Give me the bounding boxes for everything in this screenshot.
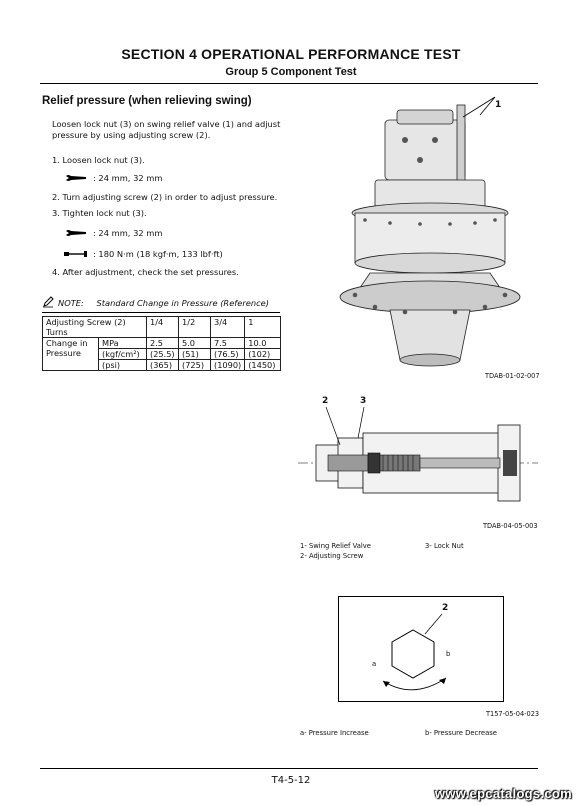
table-cell: 1/2 (179, 317, 211, 338)
step-3: 3. Tighten lock nut (3). (52, 208, 147, 218)
intro-line-2: pressure by using adjusting screw (2). (52, 130, 211, 140)
change-label: Pressure (46, 348, 81, 358)
hex-label-a: a (372, 660, 377, 668)
legend-adjusting-screw: 2- Adjusting Screw (300, 552, 364, 560)
section-title: SECTION 4 OPERATIONAL PERFORMANCE TEST (121, 46, 461, 62)
table-cell: (102) (245, 349, 281, 360)
wrench-icon (64, 173, 88, 183)
callout-2: 2 (322, 396, 329, 406)
table-cell: (25.5) (147, 349, 179, 360)
turns-label: Adjusting Screw (2) (46, 317, 126, 327)
turns-label: Turns (46, 327, 68, 337)
table-cell: 3/4 (211, 317, 245, 338)
table-cell: 10.0 (245, 338, 281, 349)
table-cell: 1 (245, 317, 281, 338)
group-title: Group 5 Component Test (225, 66, 357, 78)
change-label: Change in (46, 338, 88, 348)
motor-figure-caption: TDAB-01-02-007 (485, 372, 540, 380)
step-3-tool-size: : 24 mm, 32 mm (93, 228, 163, 238)
step-2: 2. Turn adjusting screw (2) in order to adjust pressure. (52, 192, 278, 202)
hex-callout-2: 2 (442, 603, 449, 613)
legend-pressure-decrease: b- Pressure Decrease (425, 729, 497, 737)
step-1: 1. Loosen lock nut (3). (52, 155, 145, 165)
table-cell: (365) (147, 360, 179, 371)
hex-label-b: b (446, 650, 451, 658)
table-cell: 1/4 (147, 317, 179, 338)
callout-3: 3 (360, 396, 367, 406)
table-cell: MPa (99, 338, 147, 349)
table-cell: (1450) (245, 360, 281, 371)
legend-pressure-increase: a- Pressure Increase (300, 729, 369, 737)
torque-wrench-icon (64, 249, 88, 259)
wrench-icon (64, 228, 88, 238)
table-cell: 2.5 (147, 338, 179, 349)
valve-figure-caption: TDAB-04-05-003 (483, 522, 538, 530)
table-row (43, 317, 281, 338)
table-cell: (kgf/cm²) (99, 349, 147, 360)
table-cell: (76.5) (211, 349, 245, 360)
table-cell: (51) (179, 349, 211, 360)
table-cell (43, 338, 99, 371)
hex-adjust-diagram (338, 596, 504, 702)
relief-valve-cross-section (298, 405, 538, 515)
page-number: T4-5-12 (271, 775, 311, 786)
legend-lock-nut: 3- Lock Nut (425, 542, 464, 550)
table-cell: (725) (179, 360, 211, 371)
footer-rule (40, 768, 538, 769)
callout-1: 1 (495, 100, 502, 110)
intro-line-1: Loosen lock nut (3) on swing relief valve (1) and adjust (52, 119, 281, 129)
table-cell: (1090) (211, 360, 245, 371)
procedure-title: Relief pressure (when relieving swing) (42, 95, 252, 107)
table-cell (43, 317, 147, 338)
table-cell: 5.0 (179, 338, 211, 349)
watermark-link[interactable]: www.epcatalogs.com (434, 786, 572, 801)
note-label: NOTE: (58, 298, 84, 308)
swing-motor-illustration (335, 95, 540, 370)
note-rule (42, 312, 280, 313)
pressure-table (42, 316, 281, 371)
note-text: Standard Change in Pressure (Reference) (96, 298, 270, 308)
step-1-tool-size: : 24 mm, 32 mm (93, 173, 163, 183)
hex-figure-caption: T157-05-04-023 (486, 710, 540, 718)
step-3-torque: : 180 N·m (18 kgf·m, 133 lbf·ft) (93, 249, 223, 259)
legend-swing-relief-valve: 1- Swing Relief Valve (300, 542, 371, 550)
table-row (43, 338, 281, 349)
header-rule (40, 83, 538, 84)
table-cell: (psi) (99, 360, 147, 371)
step-4: 4. After adjustment, check the set pressures. (52, 267, 239, 277)
table-cell: 7.5 (211, 338, 245, 349)
note-line (42, 298, 269, 308)
